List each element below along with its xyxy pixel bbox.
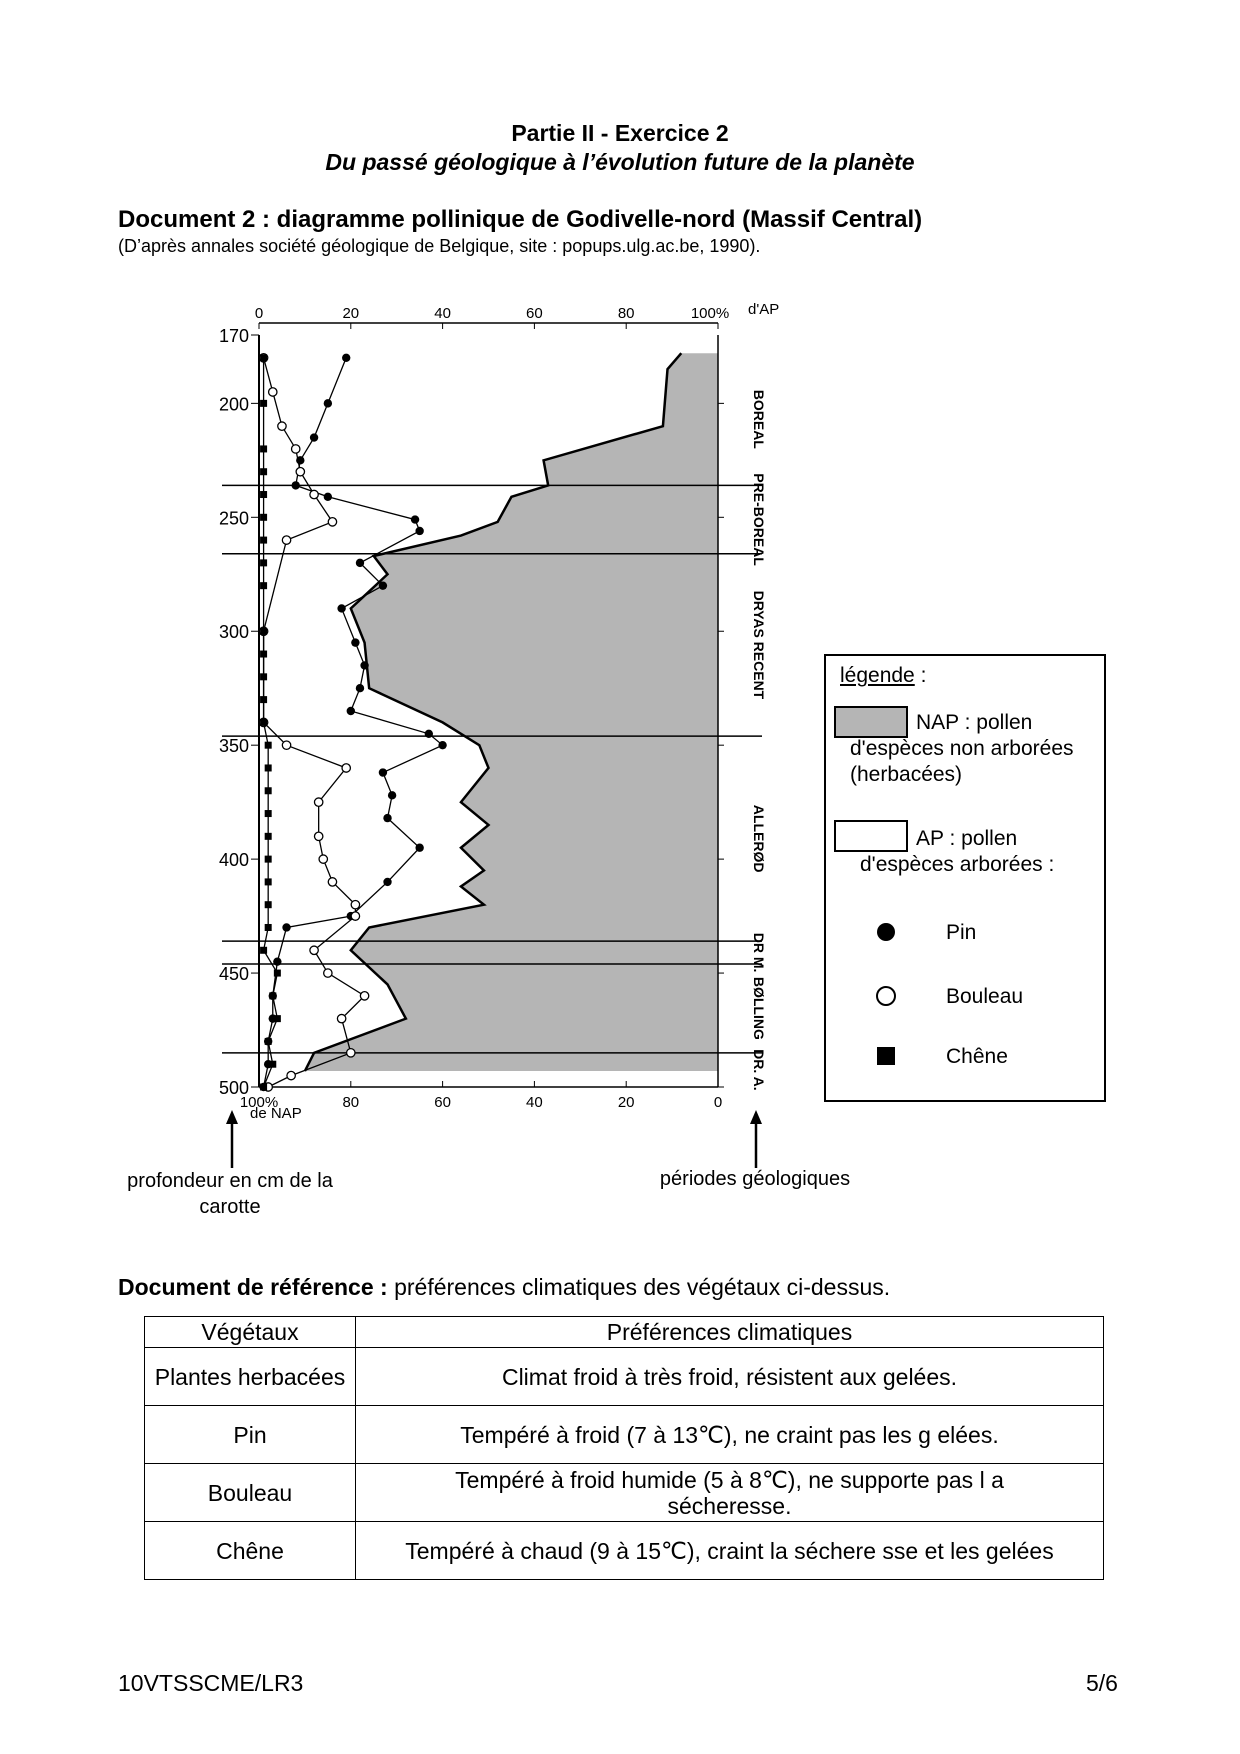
top-tick-label: 100% [690,305,730,322]
table-header-row [145,1317,1104,1348]
chene-point [265,810,272,817]
chene-point [265,901,272,908]
footer-page: 5/6 [1086,1670,1118,1696]
bottom-tick-label: 40 [526,1094,543,1111]
depth-arrow-head-icon [226,1110,238,1124]
table-cell: Chêne [145,1522,356,1580]
depth-tick-label: 450 [218,964,249,985]
pin-point [379,768,387,776]
pin-point [351,638,359,646]
legend-bouleau: Bouleau [946,985,1024,1008]
table-cell: Plantes herbacées [145,1348,356,1406]
chene-point [260,696,267,703]
bottom-axis-unit: de NAP [250,1105,302,1122]
bouleau-point [310,490,318,498]
chene-point [265,764,272,771]
chene-point [260,628,267,635]
bouleau-point [296,468,304,476]
depth-tick-label: 250 [218,508,249,529]
depth-tick-label: 300 [218,622,249,643]
pin-point [324,399,332,407]
pin-point [411,515,419,523]
period-label: DRYAS RECENT [751,590,767,700]
depth-tick-label: 400 [218,850,249,871]
chene-point [260,559,267,566]
bouleau-point [278,422,286,430]
depth-tick-label: 200 [218,394,249,415]
chene-point [260,947,267,954]
chene-point [265,878,272,885]
chene-point [260,651,267,658]
pin-point [310,433,318,441]
chene-point [260,719,267,726]
periods-label: périodes géologiques [659,1168,851,1190]
chene-point [265,1038,272,1045]
bouleau-point [282,536,290,544]
bouleau-point [351,900,359,908]
table-row [145,1464,1104,1522]
legend-nap-line3: (herbacées) [850,763,963,786]
bouleau-point [269,388,277,396]
pin-point [337,604,345,612]
chene-point [265,742,272,749]
chene-point [260,582,267,589]
pin-point [415,527,423,535]
chene-point [265,924,272,931]
pin-point [425,730,433,738]
chene-point [260,673,267,680]
depth-axis-label: profondeur en cm de la carotte [127,1170,333,1218]
table-header: Végétaux [145,1317,356,1348]
top-tick-label: 20 [342,305,360,322]
pin-point [383,878,391,886]
series-line-bouleau [264,358,365,1087]
table-row [145,1522,1104,1580]
bouleau-point [342,764,350,772]
period-label: PRE-BOREAL [751,473,767,566]
chene-point [265,833,272,840]
chene-point [269,992,276,999]
nap-swatch [834,706,908,738]
period-label: BOREAL [751,389,767,449]
top-axis-unit: d'AP [748,301,780,318]
bottom-tick-label: 20 [617,1094,635,1111]
table-cell: Tempéré à froid humide (5 à 8℃), ne supporte pas l a sécheresse. [356,1464,1104,1522]
pin-point [282,923,290,931]
chene-point [274,1015,281,1022]
chene-point [260,1084,267,1091]
period-label: DR. A. [751,1049,767,1091]
bouleau-point [324,969,332,977]
legend [824,654,1106,1102]
pin-point [324,493,332,501]
chene-point [260,354,267,361]
ap-swatch [834,820,908,852]
bouleau-point [282,741,290,749]
depth-tick-label: 170 [218,326,249,346]
bouleau-point [319,855,327,863]
bottom-tick-label: 80 [342,1094,360,1111]
chene-point [260,445,267,452]
period-arrow-head-icon [750,1110,762,1124]
pin-point [360,661,368,669]
bottom-tick-label: 100% [239,1094,279,1111]
exercise-title: Partie II - Exercice 2 [511,120,729,146]
climate-preferences-table [144,1316,1104,1580]
chene-point [265,856,272,863]
table-cell: Bouleau [145,1464,356,1522]
top-tick-label: 0 [254,305,264,322]
pin-point [383,814,391,822]
bouleau-marker-icon [874,984,898,1008]
chene-marker-icon [874,1044,898,1068]
bouleau-point [314,798,322,806]
depth-tick-label: 350 [218,736,249,757]
document-source: (D’après annales société géologique de Belgique, site : popups.ulg.ac.be, 1990). [118,236,761,256]
chene-point [269,1061,276,1068]
table-row [145,1348,1104,1406]
pin-point [342,354,350,362]
legend-title: légende : [840,664,927,687]
pin-point [356,684,364,692]
exercise-subtitle: Du passé géologique à l’évolution future de la planète [325,149,915,175]
legend-nap-line2: d'espèces non arborées [850,737,1074,760]
chene-point [260,537,267,544]
pin-point [273,957,281,965]
bouleau-point [310,946,318,954]
pin-point [388,791,396,799]
top-tick-label: 80 [617,305,635,322]
period-label: BØLLING [751,976,767,1040]
depth-tick-label: 500 [218,1078,249,1098]
pin-marker-icon [874,920,898,944]
bouleau-point [360,992,368,1000]
pin-point [438,741,446,749]
bouleau-point [292,445,300,453]
chene-point [260,468,267,475]
bouleau-point [314,832,322,840]
chene-point [260,491,267,498]
legend-ap-line2: d'espèces arborées : [860,853,1055,876]
period-label: ALLERØD [751,804,767,873]
bouleau-point [351,912,359,920]
bouleau-point [287,1071,295,1079]
top-tick-label: 40 [434,305,451,322]
reference-title: Document de référence : préférences climatiques des végétaux ci-dessus. [118,1274,891,1300]
table-row [145,1406,1104,1464]
pollen-diagram [0,290,800,1250]
table-cell: Tempéré à chaud (9 à 15℃), craint la séchere sse et les gelées [356,1522,1104,1580]
legend-pin: Pin [946,921,977,944]
bouleau-point [337,1014,345,1022]
table-cell: Climat froid à très froid, résistent aux gelées. [356,1348,1104,1406]
top-tick-label: 60 [526,305,543,322]
pin-point [356,559,364,567]
bottom-tick-label: 0 [713,1094,723,1111]
table-header: Préférences climatiques [356,1317,1104,1348]
bouleau-point [328,878,336,886]
bouleau-point [347,1049,355,1057]
chene-point [265,787,272,794]
bouleau-point [328,518,336,526]
pin-point [379,581,387,589]
legend-nap-line1: NAP : pollen [916,711,1033,734]
legend-ap-line1: AP : pollen [916,827,1018,850]
document-title: Document 2 : diagramme pollinique de Godivelle-nord (Massif Central) [118,206,923,233]
legend-chene: Chêne [946,1045,1008,1068]
period-label: DR M. [751,932,767,973]
pin-point [347,707,355,715]
chene-point [274,970,281,977]
footer-code: 10VTSSCME/LR3 [118,1670,304,1696]
pin-point [415,844,423,852]
table-cell: Pin [145,1406,356,1464]
pin-point [292,481,300,489]
bottom-tick-label: 60 [434,1094,451,1111]
chene-point [260,400,267,407]
table-cell: Tempéré à froid (7 à 13℃), ne craint pas les g elées. [356,1406,1104,1464]
chene-point [260,514,267,521]
